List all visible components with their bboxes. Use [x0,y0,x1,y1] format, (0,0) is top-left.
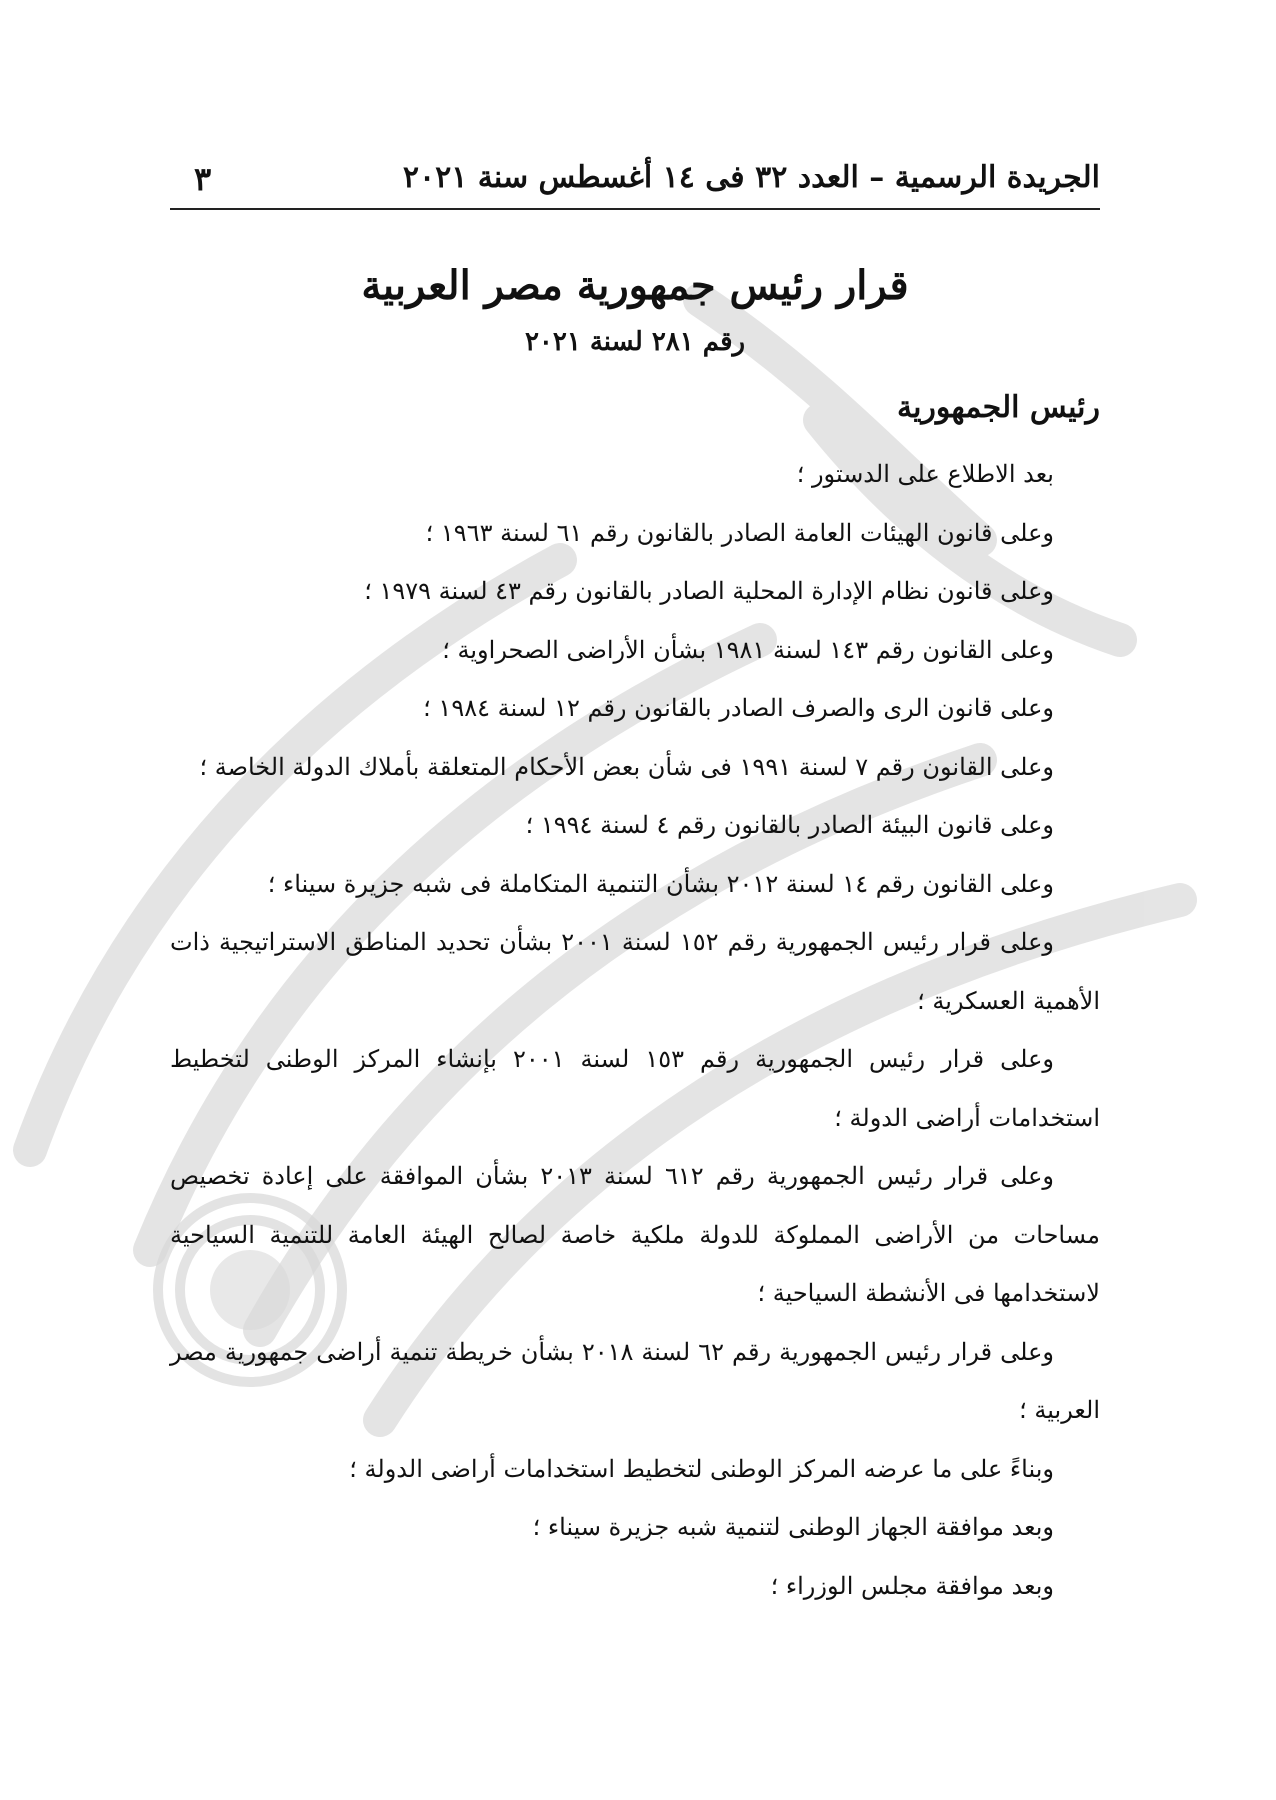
preamble-paragraph: بعد الاطلاع على الدستور ؛ [796,460,1054,488]
preamble-paragraph: وعلى قرار رئيس الجمهورية رقم ٦١٢ لسنة ٢٠١٣ بشأن الموافقة على إعادة تخصيص مساحات من الأراضى المملوكة للدولة ملكية خاصة لصالح الهيئة العامة للتنمية السياحية لاستخدامها فى الأنشطة السياحية ؛ [170,1162,1100,1307]
preamble-paragraph: وبناءً على ما عرضه المركز الوطنى لتخطيط استخدامات أراضى الدولة ؛ [349,1454,1054,1483]
preamble-paragraph: وعلى قانون الهيئات العامة الصادر بالقانون رقم ٦١ لسنة ١٩٦٣ ؛ [425,518,1054,547]
preamble-paragraph: وبعد موافقة الجهاز الوطنى لتنمية شبه جزيرة سيناء ؛ [532,1513,1054,1541]
decree-title: قرار رئيس جمهورية مصر العربية [361,262,909,309]
decree-body [170,445,1100,1615]
document-page [170,0,1100,1800]
preamble-paragraph: وعلى القانون رقم ١٤٣ لسنة ١٩٨١ بشأن الأراضى الصحراوية ؛ [442,635,1054,664]
page-number: ٣ [194,160,212,198]
preamble-paragraph: وعلى قرار رئيس الجمهورية رقم ٦٢ لسنة ٢٠١٨ بشأن خريطة تنمية أراضى جمهورية مصر العربية ؛ [170,1337,1100,1424]
preamble-paragraph: وعلى قانون نظام الإدارة المحلية الصادر بالقانون رقم ٤٣ لسنة ١٩٧٩ ؛ [364,577,1054,605]
gazette-header-title: الجريدة الرسمية – العدد ٣٢ فى ١٤ أغسطس سنة ٢٠٢١ [402,160,1100,195]
decree-number: رقم ٢٨١ لسنة ٢٠٢١ [524,327,746,357]
page-header [170,158,1100,210]
preamble-paragraph: وبعد موافقة مجلس الوزراء ؛ [770,1571,1054,1600]
preamble-paragraph: وعلى القانون رقم ٧ لسنة ١٩٩١ فى شأن بعض الأحكام المتعلقة بأملاك الدولة الخاصة ؛ [199,752,1054,781]
preamble-paragraph: وعلى قانون البيئة الصادر بالقانون رقم ٤ لسنة ١٩٩٤ ؛ [525,811,1054,839]
issuer-heading: رئيس الجمهورية [896,390,1100,425]
preamble-paragraph: وعلى القانون رقم ١٤ لسنة ٢٠١٢ بشأن التنمية المتكاملة فى شبه جزيرة سيناء ؛ [267,869,1054,898]
preamble-paragraph: وعلى قرار رئيس الجمهورية رقم ١٥٢ لسنة ٢٠٠١ بشأن تحديد المناطق الاستراتيجية ذات الأهمية العسكرية ؛ [170,928,1100,1015]
preamble-paragraph: وعلى قانون الرى والصرف الصادر بالقانون رقم ١٢ لسنة ١٩٨٤ ؛ [423,694,1054,722]
preamble-paragraph: وعلى قرار رئيس الجمهورية رقم ١٥٣ لسنة ٢٠٠١ بإنشاء المركز الوطنى لتخطيط استخدامات أراضى الدولة ؛ [170,1045,1100,1132]
